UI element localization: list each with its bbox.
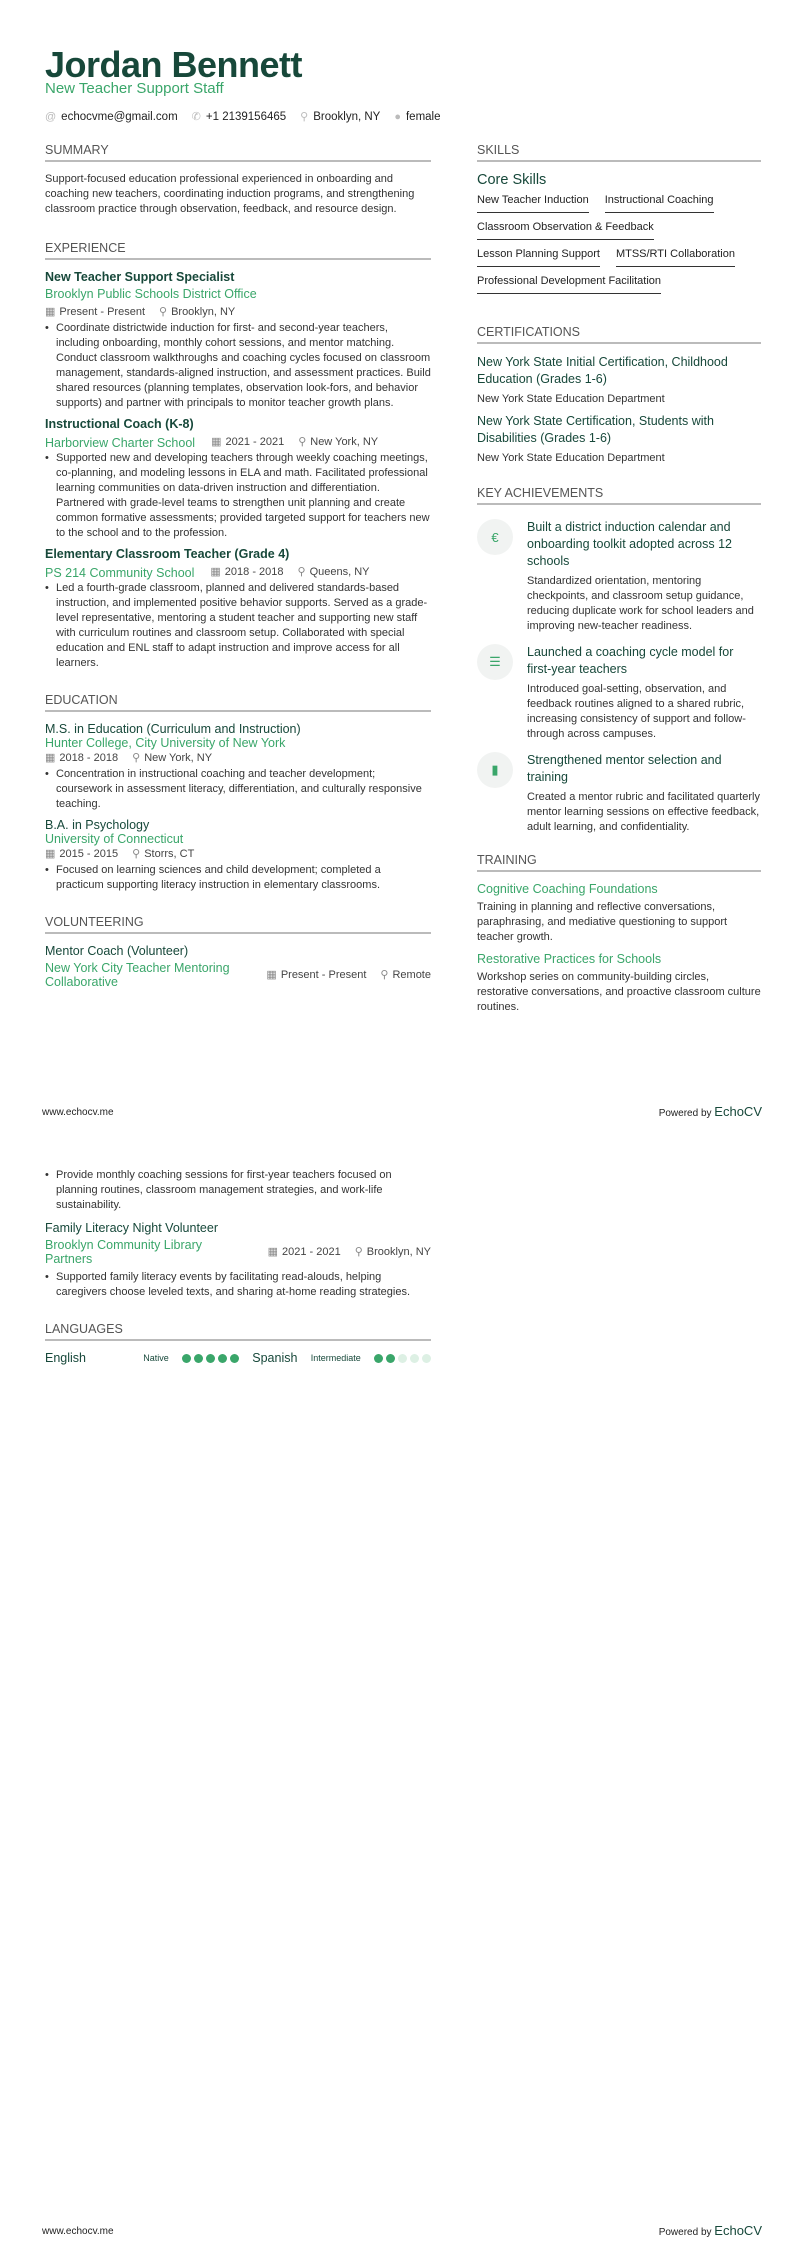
skills-group: Core Skills (477, 172, 547, 188)
job-title: Instructional Coach (K-8) (45, 417, 194, 431)
skill-tag: Instructional Coaching (605, 191, 714, 213)
contact-gender: ● female (394, 110, 441, 123)
candidate-name: Jordan Bennett (45, 44, 303, 85)
calendar-icon: ▦ (210, 566, 221, 578)
volunteering-heading: VOLUNTEERING (45, 915, 431, 934)
languages-heading: LANGUAGES (45, 1322, 431, 1341)
location-icon: ⚲ (132, 752, 141, 764)
footer-powered: Powered by EchoCV (658, 1104, 762, 1119)
achievement: ☰ Launched a coaching cycle model for first-year teachers Introduced goal-setting, observation, and feedback routines aligned to a shared rubric, increasing consistency of support and follow-through across campuses. (477, 644, 761, 742)
skills-list (477, 191, 761, 299)
contact-phone: ✆ +1 2139156465 (191, 111, 287, 123)
calendar-icon: ▦ (266, 968, 277, 981)
skill-tag: MTSS/RTI Collaboration (616, 245, 735, 267)
education-item: M.S. in Education (Curriculum and Instruction) Hunter College, City University of New York ▦ 2018 - 2018 ⚲ New York, NY • Concentration in instructional coaching and teacher development; coursework in assessment literacy, differentiation, and culturally responsive teaching. (45, 722, 431, 812)
contact-row (45, 110, 441, 123)
rating-dot (218, 1354, 227, 1363)
job-bullet: • Coordinate districtwide induction for first- and second-year teachers, including onboarding, monthly cohort sessions, and mentor matching. Conduct classroom walkthroughs and coaching cycles focused on classroom management, standards-aligned instruction, and assessment practices. Build shared resources (planning templates, observation look-fors, and behavior supports) and partner with principals to monitor teacher growth plans. (45, 321, 431, 411)
training-item: Cognitive Coaching Foundations Training in planning and reflective conversations, paraphrasing, and mediative questioning to support teacher growth. (477, 882, 728, 943)
person-icon: ● (394, 110, 401, 123)
certification: New York State Certification, Students with Disabilities (Grades 1-6) New York State Education Department (477, 414, 714, 464)
rating-dot (230, 1354, 239, 1363)
footer-powered: Powered by EchoCV (658, 2223, 762, 2238)
education-heading: EDUCATION (45, 693, 431, 712)
at-icon: @ (45, 110, 57, 123)
job: Elementary Classroom Teacher (Grade 4) PS 214 Community School ▦ 2018 - 2018 ⚲ Queens, NY • Led a fourth-grade classroom, planned and delivered standards-based instruction, and implemented positive behavior supports. Served as a grade-level representative, mentoring a student teacher and supporting new staff with curriculum routines and classroom setup. Collaborated with special education and ENL staff to adapt instruction and improve access for all learners. (45, 547, 431, 671)
experience-heading: EXPERIENCE (45, 241, 431, 260)
rating-dot (182, 1354, 191, 1363)
rating-dot (386, 1354, 395, 1363)
calendar-icon: ▦ (45, 752, 56, 764)
footer-site: www.echocv.me (42, 2226, 114, 2237)
job: Instructional Coach (K-8) Harborview Charter School ▦ 2021 - 2021 ⚲ New York, NY • Supported new and developing teachers through weekly coaching meetings, co-planning, and modeling lessons in ELA and math. Facilitated professional learning communities on data-driven instruction and differentiation. Partnered with grade-level teams to strengthen unit planning and create common formative assessments; provided targeted support for teachers new to the school and to the profession. (45, 417, 431, 541)
rating-dot (374, 1354, 383, 1363)
building-icon: ▮ (477, 752, 513, 788)
location-icon: ⚲ (159, 306, 168, 318)
location-icon: ⚲ (354, 1245, 363, 1258)
skill-tag: Lesson Planning Support (477, 245, 600, 267)
contact-email: @ echocvme@gmail.com (45, 110, 178, 123)
rating-dot (206, 1354, 215, 1363)
right-column (477, 143, 761, 1015)
job-title: Elementary Classroom Teacher (Grade 4) (45, 547, 290, 561)
volunteer-bullet: • Provide monthly coaching sessions for first-year teachers focused on planning routines, classroom management strategies, and work-life sustainability. (45, 1168, 431, 1213)
training-heading: TRAINING (477, 853, 761, 872)
location-icon: ⚲ (300, 111, 309, 123)
languages-row: English Native Spanish Intermediate (45, 1351, 431, 1365)
job-title: New Teacher Support Specialist (45, 270, 235, 284)
education-item: B.A. in Psychology University of Connecticut ▦ 2015 - 2015 ⚲ Storrs, CT • Focused on learning sciences and child development; completed a practicum supporting literacy instruction in elementary classrooms. (45, 818, 431, 893)
job-company: PS 214 Community School (45, 565, 195, 580)
calendar-icon: ▦ (45, 848, 56, 860)
location-icon: ⚲ (380, 968, 389, 981)
sliders-icon: ☰ (477, 644, 513, 680)
calendar-icon: ▦ (211, 436, 222, 448)
summary-heading: SUMMARY (45, 143, 431, 162)
rating-dot (410, 1354, 419, 1363)
location-icon: ⚲ (132, 848, 141, 860)
location-icon: ⚲ (298, 436, 307, 448)
certifications-heading: CERTIFICATIONS (477, 325, 761, 344)
achievement: ▮ Strengthened mentor selection and training Created a mentor rubric and facilitated quarterly mentor learning sessions on effective feedback, adult learning, and confidentiality. (477, 752, 761, 835)
footer-site: www.echocv.me (42, 1107, 114, 1118)
skill-tag: Professional Development Facilitation (477, 272, 661, 294)
job-company: Brooklyn Public Schools District Office (45, 287, 257, 301)
location-icon: ⚲ (297, 566, 306, 578)
candidate-title: New Teacher Support Staff (45, 80, 224, 97)
skill-tag: Classroom Observation & Feedback (477, 218, 654, 240)
phone-icon: ✆ (191, 111, 201, 123)
skill-tag: New Teacher Induction (477, 191, 589, 213)
language-rating (374, 1354, 431, 1363)
achievement: € Built a district induction calendar and onboarding toolkit adopted across 12 schools Standardized orientation, mentoring checkpoints, and classroom setup guidance, reducing duplicate work for school leaders and improving new-teacher readiness. (477, 519, 761, 634)
job-bullet: • Led a fourth-grade classroom, planned and delivered standards-based instruction, and implemented positive behavior supports. Served as a grade-level representative, mentoring a student teacher and supporting new staff with curriculum routines and classroom setup. Collaborated with special education and ENL staff to adapt instruction and improve access for all learners. (45, 581, 431, 671)
calendar-icon: ▦ (267, 1245, 279, 1258)
job-bullet: • Supported new and developing teachers through weekly coaching meetings, co-planning, and modeling lessons in ELA and math. Facilitated professional learning communities on data-driven instruction and differentiation. Partnered with grade-level teams to strengthen unit planning and create common formative assessments; provided targeted support for teachers new to the school and to the profession. (45, 451, 431, 541)
rating-dot (422, 1354, 431, 1363)
left-column-page2 (45, 1168, 431, 1365)
contact-location: ⚲ Brooklyn, NY (300, 111, 381, 123)
volunteer-item: Family Literacy Night Volunteer Brooklyn Community Library Partners ▦ 2021 - 2021 ⚲ Brooklyn, NY • Supported family literacy events by facilitating read-alouds, helping caregivers choose leveled texts, and sharing at-home reading strategies. (45, 1221, 431, 1300)
certification: New York State Initial Certification, Childhood Education (Grades 1-6) New York State Education Department (477, 355, 728, 405)
euro-icon: € (477, 519, 513, 555)
job-company: Harborview Charter School (45, 435, 196, 450)
language-rating (182, 1354, 239, 1363)
calendar-icon: ▦ (45, 306, 56, 318)
achievements-heading: KEY ACHIEVEMENTS (477, 486, 761, 505)
summary-text: Support-focused education professional experienced in onboarding and coaching new teachers, coordinating induction programs, and strengthening classroom practice through observation, feedback, and resource design. (45, 173, 415, 215)
rating-dot (194, 1354, 203, 1363)
volunteer-item: Mentor Coach (Volunteer) New York City Teacher Mentoring Collaborative ▦ Present - Present ⚲ Remote (45, 944, 431, 989)
training-item: Restorative Practices for Schools Workshop series on community-building circles, restorative conversations, and proactive classroom culture routines. (477, 952, 761, 1013)
left-column (45, 143, 431, 989)
job: New Teacher Support Specialist Brooklyn Public Schools District Office ▦ Present - Present ⚲ Brooklyn, NY • Coordinate districtwide induction for first- and second-year teachers, including onboarding, monthly cohort sessions, and mentor matching. Conduct classroom walkthroughs and coaching cycles focused on classroom management, standards-aligned instruction, and assessment practices. Build shared resources (planning templates, observation look-fors, and behavior supports) and partner with principals to monitor teacher growth plans. (45, 270, 431, 411)
skills-heading: SKILLS (477, 143, 761, 162)
rating-dot (398, 1354, 407, 1363)
